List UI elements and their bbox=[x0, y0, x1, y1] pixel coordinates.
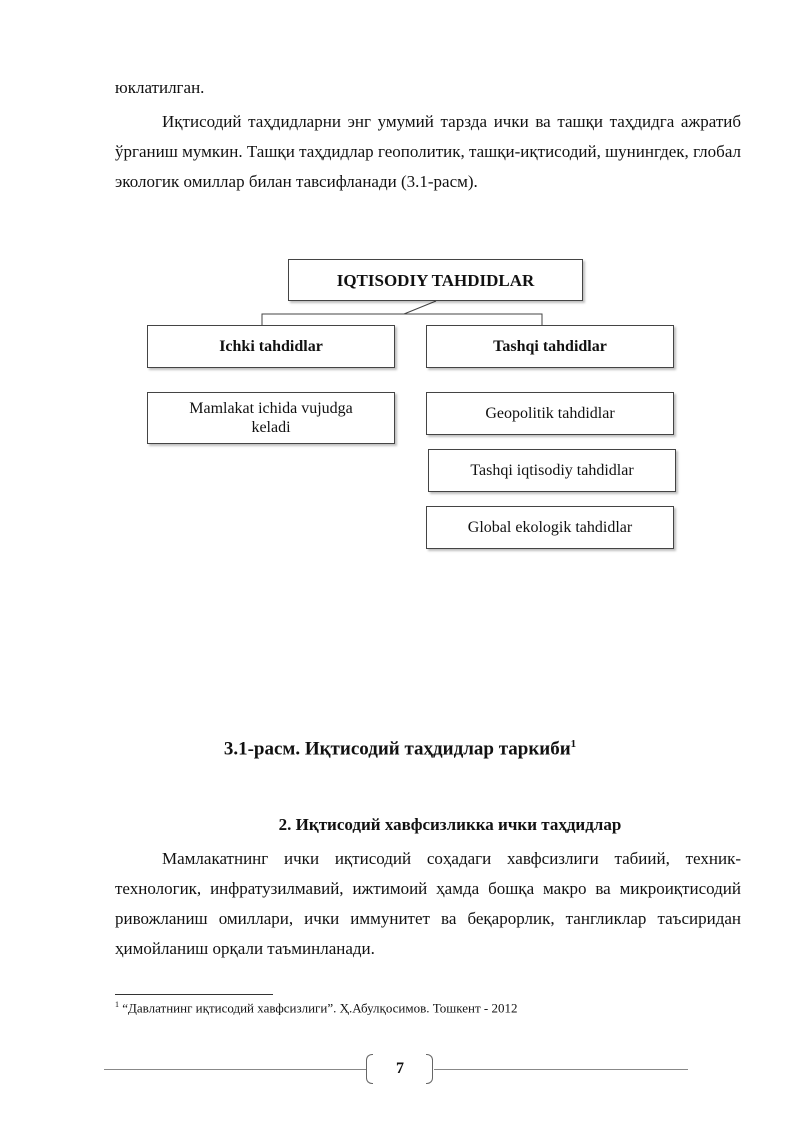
footnote bbox=[115, 1000, 517, 1016]
paragraph-internal: Мамлакатнинг ички иқтисодий соҳадаги хавфсизлиги табиий, техник-технологик, инфратузилмавий, ижтимоий ҳамда бошқа макро ва микроиқтисодий ривожланиш омиллари, ички иммунитет ва беқарорлик, тангликлар таъсиридан ҳимойланиш орқали таъминланади. bbox=[115, 849, 741, 958]
caption-footnote-ref: 1 bbox=[570, 738, 577, 750]
footnote-separator bbox=[115, 994, 273, 995]
footnote-mark: 1 bbox=[115, 1000, 119, 1009]
footer-rule-right bbox=[434, 1069, 688, 1070]
diagram-external-box: Tashqi tahdidlar bbox=[426, 325, 674, 368]
diagram-external-item: Global ekologik tahdidlar bbox=[426, 506, 674, 549]
diagram-external-item: Geopolitik tahdidlar bbox=[426, 392, 674, 435]
footer-rule-left bbox=[104, 1069, 366, 1070]
figure-caption bbox=[0, 738, 800, 760]
diagram-external-item: Tashqi iqtisodiy tahdidlar bbox=[428, 449, 676, 492]
page-number: 7 bbox=[396, 1060, 404, 1077]
diagram-root-box: IQTISODIY TAHDIDLAR bbox=[288, 259, 583, 301]
caption-text: 3.1-расм. Иқтисодий таҳдидлар таркиби bbox=[223, 738, 571, 760]
diagram-internal-item: Mamlakat ichida vujudga keladi bbox=[147, 392, 395, 444]
diagram-internal-box: Ichki tahdidlar bbox=[147, 325, 395, 368]
footnote-text: “Давлатнинг иқтисодий хавфсизлиги”. Ҳ.Абулқосимов. Тошкент - 2012 bbox=[119, 1000, 518, 1016]
paragraph-intro: Иқтисодий таҳдидларни энг умумий тарзда ички ва ташқи таҳдидга ажратиб ўрганиш мумкин. Ташқи таҳдидлар геополитик, ташқи-иқтисодий, шунингдек, глобал экологик омиллар билан тавсифланади (3.1-расм). bbox=[115, 112, 741, 191]
paragraph-continuation: юклатилган. bbox=[115, 78, 205, 97]
section-heading: 2. Иқтисодий хавфсизликка ички таҳдидлар bbox=[278, 815, 622, 834]
